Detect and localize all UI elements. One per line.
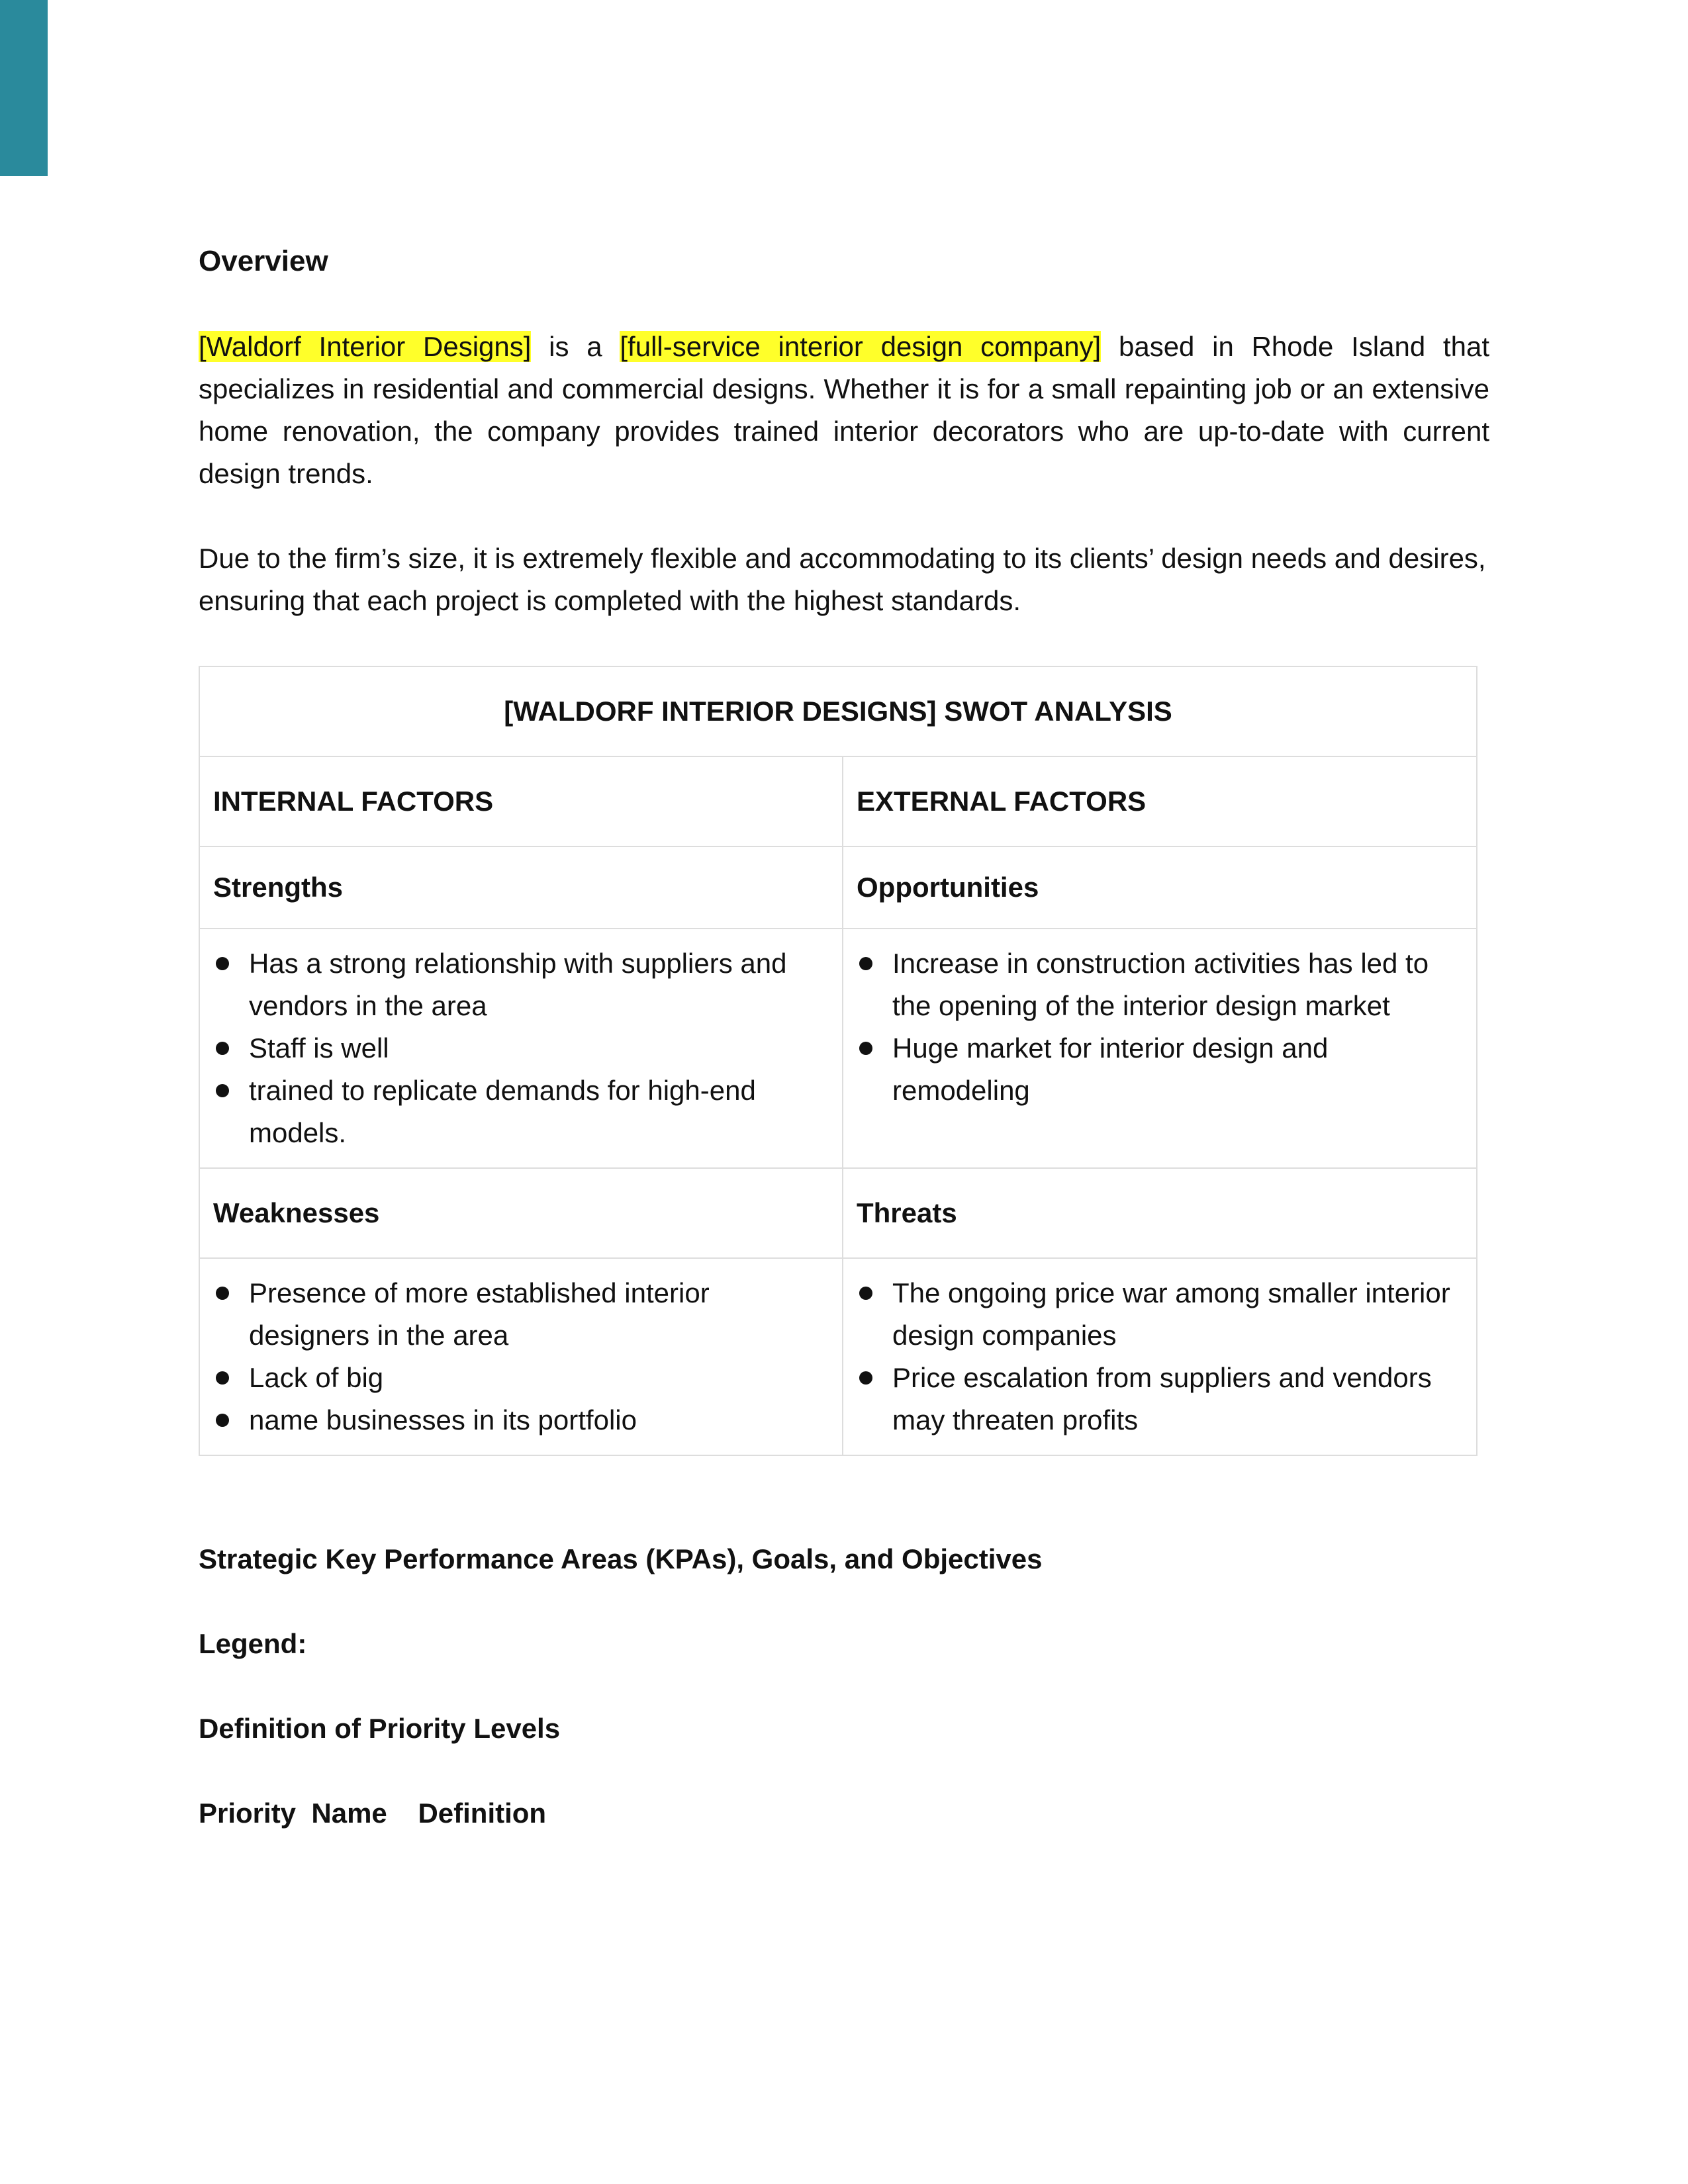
swot-strengths-opportunities-header-row xyxy=(199,846,1477,929)
opportunity-text: Huge market for interior design and remodeling xyxy=(892,1032,1329,1106)
weaknesses-header: Weaknesses xyxy=(199,1168,843,1258)
priority-table-header: Priority Name Definition xyxy=(199,1797,547,1829)
list-item xyxy=(857,1027,1463,1112)
opportunities-cell xyxy=(843,929,1477,1168)
threat-text: The ongoing price war among smaller interior design companies xyxy=(892,1277,1450,1351)
external-factors-header: EXTERNAL FACTORS xyxy=(843,756,1477,846)
weaknesses-list xyxy=(213,1272,829,1441)
bullet-icon xyxy=(859,957,872,970)
priority-definition-heading: Definition of Priority Levels xyxy=(199,1713,561,1744)
list-item xyxy=(857,942,1463,1027)
bullet-icon xyxy=(859,1287,872,1300)
swot-weaknesses-threats-row xyxy=(199,1258,1477,1455)
bullet-icon xyxy=(216,957,229,970)
threats-cell xyxy=(843,1258,1477,1455)
weakness-text: Presence of more established interior designers in the area xyxy=(249,1277,710,1351)
weaknesses-cell xyxy=(199,1258,843,1455)
opportunities-header: Opportunities xyxy=(843,846,1477,929)
bullet-icon xyxy=(216,1084,229,1097)
opportunity-text: Increase in construction activities has led to the opening of the interior design market xyxy=(892,948,1429,1021)
overview-heading: Overview xyxy=(199,245,328,277)
threats-header: Threats xyxy=(843,1168,1477,1258)
strengths-list xyxy=(213,942,829,1154)
bullet-icon xyxy=(216,1371,229,1385)
bullet-icon xyxy=(216,1287,229,1300)
bullet-icon xyxy=(216,1414,229,1427)
overview-paragraph-2: Due to the firm’s size, it is extremely flexible and accommodating to its clients’ design needs and desires, ensuring that each project is completed with the highest standards. xyxy=(199,543,1486,616)
swot-strengths-opportunities-row xyxy=(199,929,1477,1168)
swot-weaknesses-threats-header-row xyxy=(199,1168,1477,1258)
legend-heading: Legend: xyxy=(199,1628,307,1659)
list-item xyxy=(213,942,829,1027)
page-accent-bar xyxy=(0,0,48,176)
strength-text: Staff is well xyxy=(249,1032,389,1064)
kpa-heading: Strategic Key Performance Areas (KPAs), Goals, and Objectives xyxy=(199,1543,1043,1574)
strengths-header: Strengths xyxy=(199,846,843,929)
weakness-text: Lack of big xyxy=(249,1362,384,1393)
document-body xyxy=(199,238,1489,1835)
swot-table xyxy=(199,666,1477,1456)
list-item xyxy=(213,1272,829,1357)
company-type-placeholder: [full-service interior design company] xyxy=(620,331,1102,362)
overview-text-rest: based in Rhode Island that specializes in residential and commercial designs. Whether it is for a small repainting job or an extensive home renovation, the company provides trained interior decorators who are up-to-date with current design trends. xyxy=(199,331,1489,489)
internal-factors-header: INTERNAL FACTORS xyxy=(199,756,843,846)
threats-list xyxy=(857,1272,1463,1441)
list-item xyxy=(213,1399,829,1441)
swot-factors-row xyxy=(199,756,1477,846)
list-item xyxy=(857,1357,1463,1441)
list-item xyxy=(857,1272,1463,1357)
opportunities-list xyxy=(857,942,1463,1112)
overview-paragraph-1 xyxy=(199,326,1489,495)
company-name-placeholder: [Waldorf Interior Designs] xyxy=(199,331,532,362)
bullet-icon xyxy=(859,1042,872,1055)
strength-text: Has a strong relationship with suppliers and vendors in the area xyxy=(249,948,787,1021)
list-item xyxy=(213,1069,829,1154)
threat-text: Price escalation from suppliers and vendors may threaten profits xyxy=(892,1362,1432,1435)
swot-title-row xyxy=(199,666,1477,756)
bullet-icon xyxy=(859,1371,872,1385)
strengths-cell xyxy=(199,929,843,1168)
overview-text-connector: is a xyxy=(531,331,620,362)
strength-text: trained to replicate demands for high-end models. xyxy=(249,1075,756,1148)
list-item xyxy=(213,1357,829,1399)
weakness-text: name businesses in its portfolio xyxy=(249,1404,637,1435)
swot-title: [WALDORF INTERIOR DESIGNS] SWOT ANALYSIS xyxy=(199,666,1477,756)
bullet-icon xyxy=(216,1042,229,1055)
list-item xyxy=(213,1027,829,1069)
